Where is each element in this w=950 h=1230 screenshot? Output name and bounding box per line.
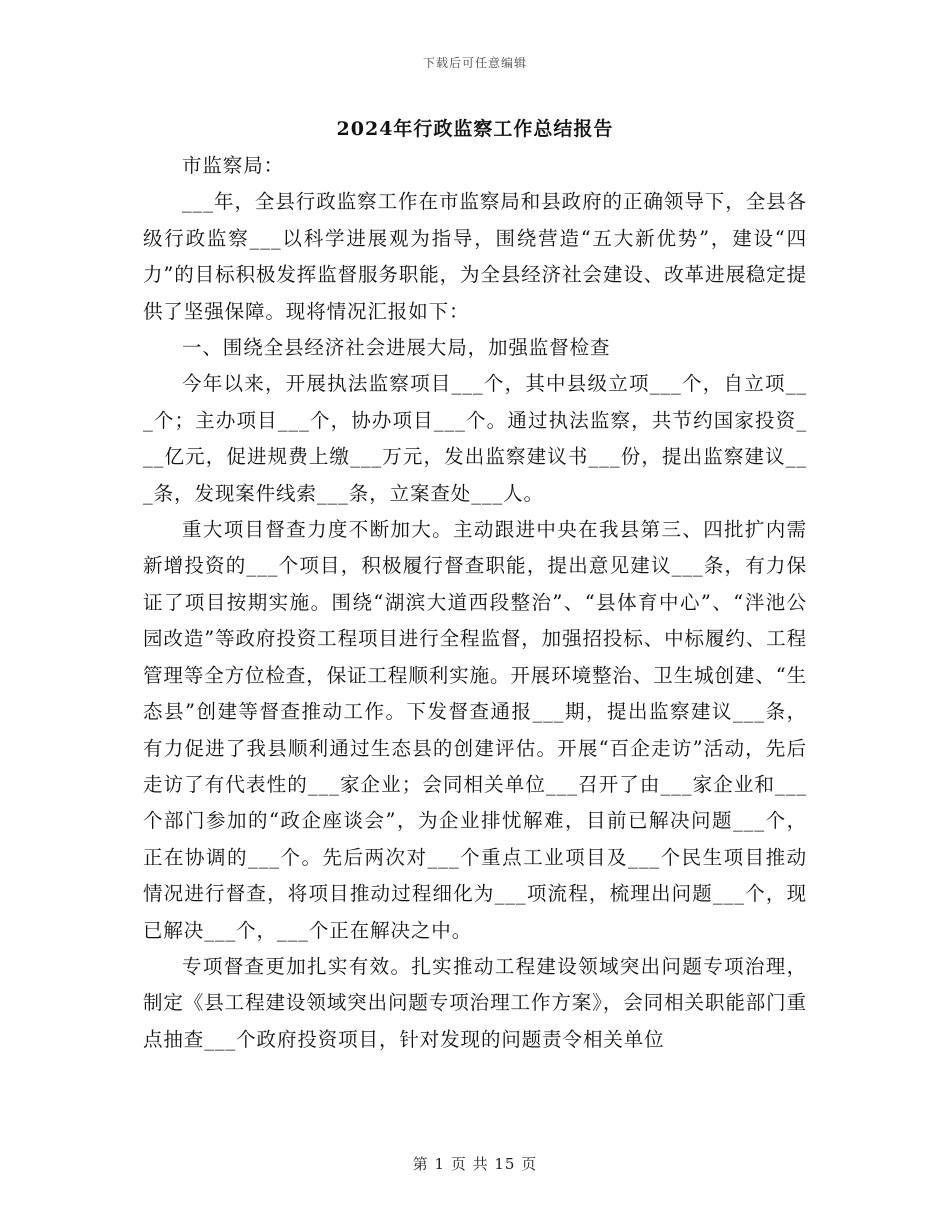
paragraph-major-projects: 重大项目督查力度不断加大。主动跟进中央在我县第三、四批扩内需新增投资的___个项目，积极履行督查职能，提出意见建议___条，有力保证了项目按期实施。围绕“湖滨大道西段整治”、“县体育中心”、“泮池公园改造”等政府投资工程项目进行全程监督，加强招投标、中标履约、工程管理等全方位检查，保证工程顺利实施。开展环境整治、卫生城创建、“生态县”创建等督查推动工作。下发督查通报___期，提出监察建议___条，有力促进了我县顺利通过生态县的创建评估。开展“百企走访”活动，先后走访了有代表性的___家企业；会同相关单位___召开了由___家企业和___个部门参加的“政企座谈会”，为企业排忧解难，目前已解决问题___个，正在协调的___个。先后两次对___个重点工业项目及___个民生项目推动情况进行督查，将项目推动过程细化为___项流程，梳理出问题___个，现已解决___个，___个正在解决之中。 [143, 518, 807, 942]
document-title: 2024年行政监察工作总结报告 [336, 118, 614, 140]
paragraph-intro: ___年，全县行政监察工作在市监察局和县政府的正确领导下，全县各级行政监察___以科学进展观为指导，围绕营造“五大新优势”，建设“四力”的目标积极发挥监督服务职能，为全县经济社会建设、改革进展稳定提供了坚强保障。现将情况汇报如下： [143, 190, 807, 323]
header-note: 下载后可任意编辑 [422, 56, 527, 70]
paragraph-statistics: 今年以来，开展执法监察项目___个，其中县级立项___个，自立项___个；主办项目___个，协办项目___个。通过执法监察，共节约国家投资___亿元，促进规费上缴___万元，发出监察建议书___份，提出监察建议___条，发现案件线索___条，立案查处___人。 [143, 372, 807, 505]
section-heading-1: 一、围绕全县经济社会进展大局，加强监督检查 [182, 336, 611, 360]
salutation: 市监察局： [182, 154, 285, 177]
paragraph-special-inspection: 专项督查更加扎实有效。扎实推动工程建设领域突出问题专项治理，制定《县工程建设领域突出问题专项治理工作方案》，会同相关职能部门重点抽查___个政府投资项目，针对发现的问题责令相关单位 [143, 954, 807, 1051]
document-body [143, 148, 807, 1058]
page-number-footer: 第 1 页 共 15 页 [412, 1155, 538, 1173]
